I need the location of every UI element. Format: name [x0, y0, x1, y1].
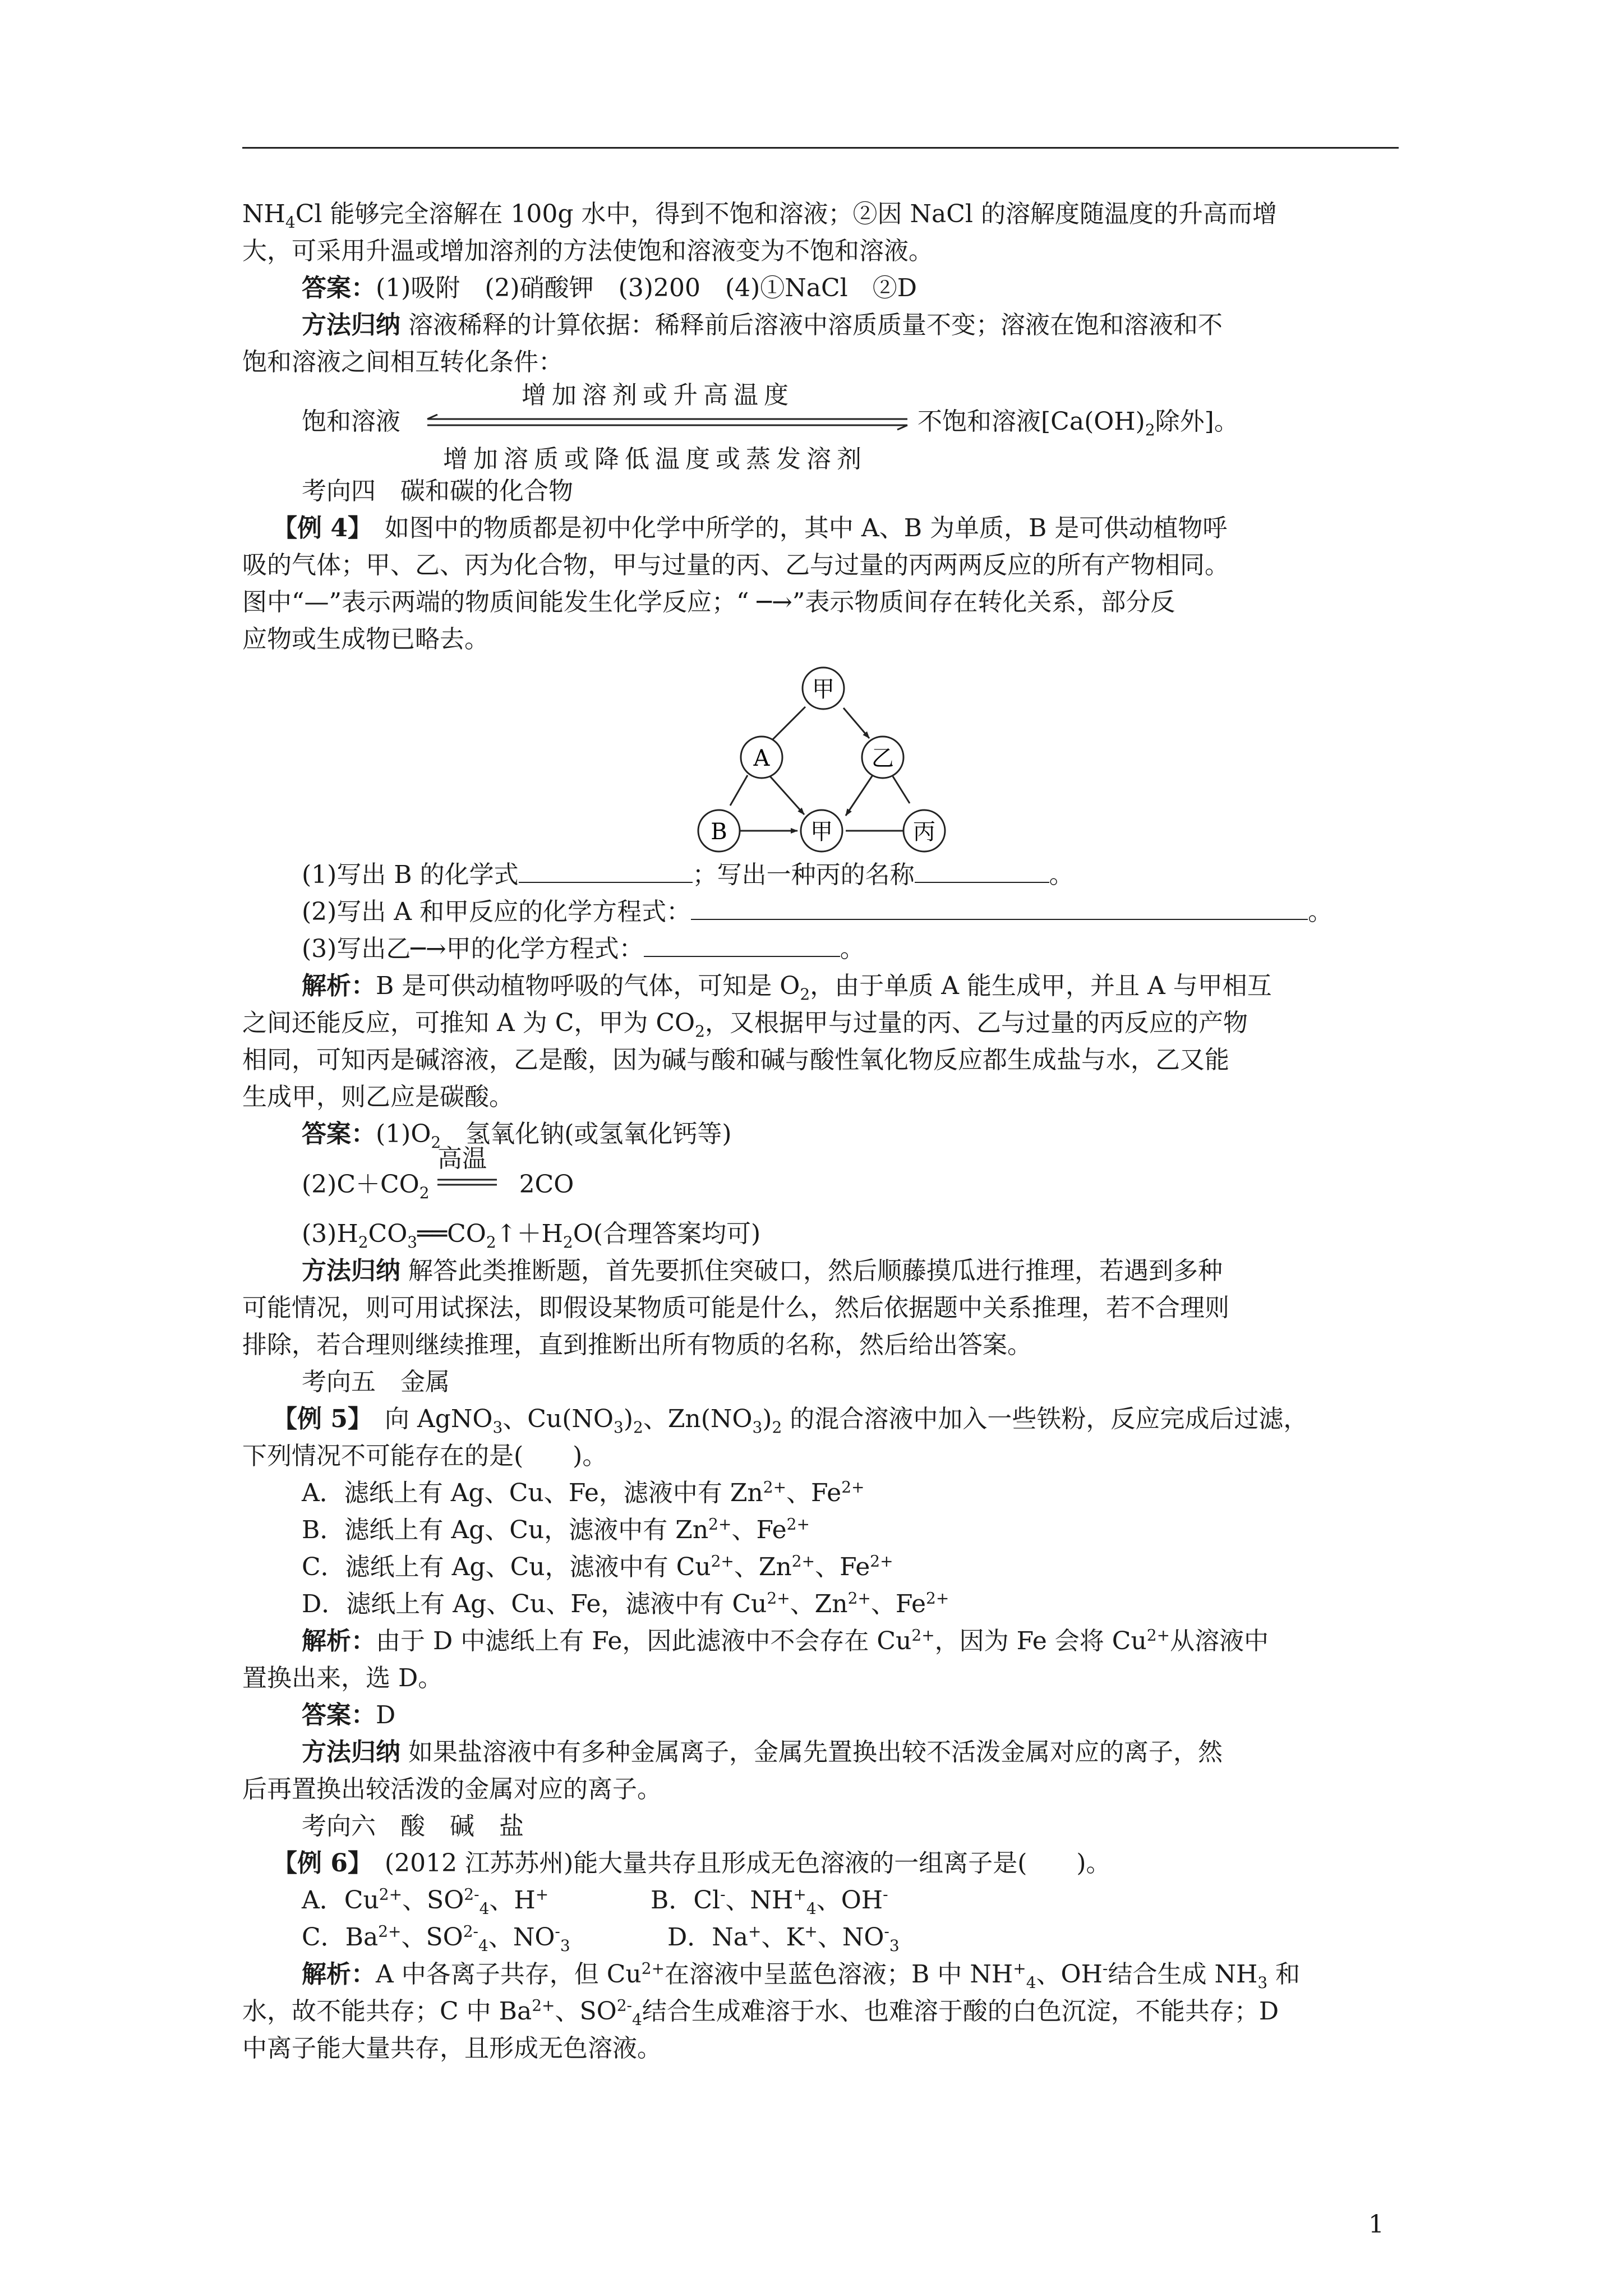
svg-text:甲: 甲: [812, 677, 834, 702]
answer-blank[interactable]: [519, 859, 693, 883]
node-jia-top: [803, 668, 844, 709]
method-summary: 方法归纳 解答此类推断题，首先要抓住突破口，然后顺藤摸瓜进行推理，若遇到多种: [302, 1257, 1223, 1285]
option-D: D．Na+、K+、$NO^-_3$: [667, 1922, 900, 1955]
option-C: C．$Ba^{2+}$、$SO^{2-}_4$、$NO^-_3$: [302, 1922, 570, 1955]
analysis-line: 解析：B 是可供动植物呼吸的气体，可知是 $O_2$，由于单质 A 能生成甲，并且 A 与甲相互: [302, 972, 1272, 1004]
equals-sign: [436, 1177, 498, 1188]
answer-blank[interactable]: [915, 859, 1049, 883]
section-heading: 考向四 碳和碳的化合物: [302, 477, 573, 505]
section-heading: 考向五 金属: [302, 1368, 450, 1396]
reaction-condition: 高温: [437, 1144, 487, 1173]
example-line: 【例 5】 向 AgNO$_3$、$Cu(NO_3)_2$、$Zn(NO_3)_2$ 的混合溶液中加入一些铁粉，反应完成后过滤，: [273, 1405, 1308, 1437]
method-summary: 方法归纳 如果盐溶液中有多种金属离子，金属先置换出较不活泼金属对应的离子，然: [302, 1738, 1223, 1766]
equation-line: $(3)H_2CO_3══CO_2↑+H_2O$(合理答案均可): [302, 1220, 761, 1251]
header-rule: [242, 147, 1399, 149]
conversion-equation-right: 不饱和溶液[$Ca(OH)_2$除外]。: [917, 407, 1239, 439]
text-line: 相同，可知丙是碱溶液，乙是酸，因为碱与酸和碱与酸性氧化物反应都生成盐与水，乙又能: [242, 1046, 1229, 1074]
text-line: 水，故不能共存；C 中 $Ba^{2+}$、$SO^{2-}_4$结合生成难溶于水、也难溶于酸的白色沉淀，不能共存；D: [242, 1996, 1279, 2029]
page-number: 1: [1368, 2210, 1384, 2239]
svg-text:A: A: [753, 746, 770, 771]
svg-text:丙: 丙: [913, 819, 935, 845]
option-B: B．Cl-、$NH^+_4$、OH-: [651, 1885, 888, 1918]
edge-A-jia-top: [769, 707, 805, 743]
answer-line: 答案：$(1)O_2$ 氢氧化钠(或氢氧化钙等): [302, 1120, 732, 1152]
text-line: 之间还能反应，可推知 A 为 C，甲为 $CO_2$，又根据甲与过量的丙、乙与过量的丙反应的产物: [242, 1009, 1248, 1041]
svg-text:B: B: [711, 819, 727, 845]
node-yi: [862, 737, 903, 778]
text-line: 下列情况不可能存在的是( )。: [242, 1442, 607, 1470]
text-line: 后再置换出较活泼的金属对应的离子。: [242, 1775, 662, 1803]
analysis-line: 解析：由于 D 中滤纸上有 Fe，因此滤液中不会存在 $Cu^{2+}$，因为 Fe 会将 $Cu^{2+}$从溶液中: [302, 1626, 1269, 1655]
text-line: 大，可采用升温或增加溶剂的方法使饱和溶液变为不饱和溶液。: [242, 237, 933, 265]
node-jia-mid: [801, 810, 842, 852]
answer-blank[interactable]: [644, 933, 840, 957]
text-line: 饱和溶液之间相互转化条件：: [242, 348, 563, 376]
node-B: [698, 810, 740, 852]
svg-text:乙: 乙: [872, 746, 894, 771]
answer-line: 答案：D: [302, 1701, 396, 1729]
analysis-line: 解析：A 中各离子共存，但 $Cu^{2+}$在溶液中呈蓝色溶液；B 中 $NH^+_4$、OH-结合生成 $NH_3$ 和: [302, 1959, 1301, 1992]
option-C: C．滤纸上有 Ag、Cu，滤液中有 $Cu^{2+}$、$Zn^{2+}$、$Fe^{2+}$: [302, 1552, 893, 1581]
option-A: A．滤纸上有 Ag、Cu、Fe，滤液中有 $Zn^{2+}$、$Fe^{2+}$: [302, 1478, 865, 1507]
method-summary: 方法归纳 溶液稀释的计算依据：稀释前后溶液中溶质质量不变；溶液在饱和溶液和不: [302, 311, 1223, 339]
text-line: 排除，若合理则继续推理，直到推断出所有物质的名称，然后给出答案。: [242, 1331, 1032, 1359]
edge-A-B: [730, 775, 748, 806]
text-line: 置换出来，选 D。: [242, 1664, 443, 1692]
text-line: $NH_4Cl$ 能够完全溶解在 100g 水中，得到不饱和溶液；②因 NaCl 的溶解度随温度的升高而增: [242, 200, 1277, 232]
equation-line: $(2)C+CO_2$ 2CO: [302, 1170, 574, 1202]
option-B: B．滤纸上有 Ag、Cu，滤液中有 $Zn^{2+}$、$Fe^{2+}$: [302, 1515, 810, 1544]
svg-text:甲: 甲: [810, 819, 833, 845]
section-heading: 考向六 酸 碱 盐: [302, 1812, 524, 1841]
edge-yi-bing: [893, 776, 910, 803]
text-line: 中离子能大量共存，且形成无色溶液。: [242, 2034, 662, 2063]
text-line: 应物或生成物已略去。: [242, 625, 489, 654]
condition-top: 增加溶剂或升高温度: [522, 381, 794, 409]
answer-blank[interactable]: [691, 896, 1308, 920]
example-line: 【例 6】 (2012 江苏苏州)能大量共存且形成无色溶液的一组离子是( )。: [273, 1849, 1111, 1878]
edge-A-to-jia-mid: [766, 772, 804, 815]
answer-line: 答案：(1)吸附 (2)硝酸钾 (3)200 (4)①NaCl ②D: [302, 274, 917, 302]
option-D: D．滤纸上有 Ag、Cu、Fe，滤液中有 $Cu^{2+}$、$Zn^{2+}$、$Fe^{2+}$: [302, 1589, 949, 1618]
question-3: (3)写出乙─→甲的化学方程式： 。: [302, 935, 865, 963]
example-line: 【例 4】 如图中的物质都是初中化学中所学的，其中 A、B 为单质，B 是可供动植物呼: [273, 514, 1228, 542]
edge-yi-to-jia-mid: [846, 775, 873, 816]
reversible-arrow: [421, 414, 914, 431]
text-line: 生成甲，则乙应是碳酸。: [242, 1083, 514, 1111]
condition-bottom: 增加溶质或降低温度或蒸发溶剂: [443, 445, 867, 473]
question-2: (2)写出 A 和甲反应的化学方程式： 。: [302, 898, 1333, 926]
text-line: 图中“—”表示两端的物质间能发生化学反应；“ ─→”表示物质间存在转化关系，部分反: [242, 588, 1175, 616]
node-A: [741, 737, 782, 778]
question-1: (1)写出 B 的化学式 ；写出一种丙的名称 。: [302, 861, 1074, 889]
text-line: 可能情况，则可用试探法，即假设某物质可能是什么，然后依据题中关系推理，若不合理则: [242, 1294, 1229, 1322]
reaction-diagram: [667, 651, 993, 858]
edge-jia-top-to-yi: [843, 708, 869, 738]
option-A: A．$Cu^{2+}$、$SO^{2-}_4$、H+: [302, 1885, 549, 1918]
text-line: 吸的气体；甲、乙、丙为化合物，甲与过量的丙、乙与过量的丙两两反应的所有产物相同。: [242, 551, 1229, 579]
node-bing: [903, 810, 945, 852]
conversion-equation: 饱和溶液: [302, 407, 400, 436]
